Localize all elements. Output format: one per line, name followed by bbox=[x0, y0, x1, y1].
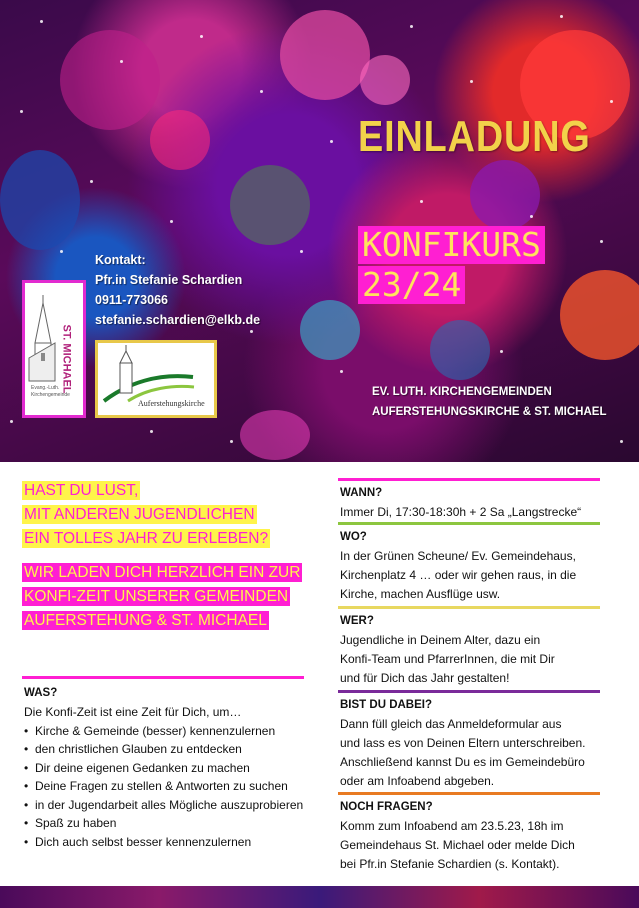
parish-names bbox=[372, 382, 606, 422]
invite-line: KONFI-ZEIT UNSERER GEMEINDEN bbox=[24, 588, 289, 605]
section-divider bbox=[338, 478, 600, 481]
parish-line: AUFERSTEHUNGSKIRCHE & ST. MICHAEL bbox=[372, 406, 607, 418]
dabei-text: oder am Infoabend abgeben. bbox=[340, 774, 495, 788]
auferstehungskirche-logo bbox=[95, 340, 217, 418]
snowflake bbox=[260, 90, 263, 93]
contact-email: stefanie.schardien@elkb.de bbox=[95, 313, 261, 327]
wer-section bbox=[338, 606, 600, 688]
st-michael-logo bbox=[22, 280, 86, 418]
bokeh-light bbox=[0, 150, 80, 250]
snowflake bbox=[120, 60, 123, 63]
wer-heading: WER? bbox=[340, 615, 374, 627]
snowflake bbox=[500, 350, 503, 353]
snowflake bbox=[200, 35, 203, 38]
was-intro: Die Konfi-Zeit ist eine Zeit für Dich, um… bbox=[24, 705, 242, 719]
list-item: • Kirche & Gemeinde (besser) kennenzulernen bbox=[24, 722, 304, 741]
dabei-text: Anschließend kannst Du es im Gemeindebüro bbox=[340, 755, 585, 769]
dabei-heading: BIST DU DABEI? bbox=[340, 699, 432, 711]
bokeh-light bbox=[240, 410, 310, 460]
bokeh-light bbox=[150, 110, 210, 170]
parish-line: EV. LUTH. KIRCHENGEMEINDEN bbox=[372, 386, 552, 398]
snowflake bbox=[330, 140, 333, 143]
course-year: 23/24 bbox=[358, 266, 465, 304]
snowflake bbox=[470, 80, 473, 83]
section-divider bbox=[338, 522, 600, 525]
contact-block bbox=[95, 250, 260, 330]
logo-small-text: Kirchengemeinde bbox=[31, 392, 70, 398]
wann-heading: WANN? bbox=[340, 487, 383, 499]
snowflake bbox=[10, 420, 13, 423]
contact-phone: 0911-773066 bbox=[95, 293, 168, 307]
intro-block bbox=[22, 480, 322, 634]
bokeh-light bbox=[360, 55, 410, 105]
dabei-text: und lass es von Deinen Eltern unterschreiben. bbox=[340, 736, 586, 750]
wo-text: Kirchenplatz 4 … oder wir gehen raus, in die bbox=[340, 568, 577, 582]
snowflake bbox=[150, 430, 153, 433]
list-item: • Dich auch selbst besser kennenzulernen bbox=[24, 833, 304, 852]
bokeh-light bbox=[280, 10, 370, 100]
fragen-section bbox=[338, 792, 600, 874]
list-item: • den christlichen Glauben zu entdecken bbox=[24, 740, 304, 759]
wann-section bbox=[338, 478, 600, 522]
logo-small-text: Evang.-Luth. bbox=[31, 385, 60, 391]
snowflake bbox=[340, 370, 343, 373]
list-item: • Deine Fragen zu stellen & Antworten zu suchen bbox=[24, 777, 304, 796]
snowflake bbox=[250, 330, 253, 333]
logo-text: Auferstehungskirche bbox=[138, 399, 205, 408]
bokeh-light bbox=[560, 270, 639, 360]
wo-heading: WO? bbox=[340, 531, 367, 543]
bottom-decoration-strip bbox=[0, 886, 639, 908]
course-title: KONFIKURS bbox=[358, 226, 545, 264]
snowflake bbox=[90, 180, 93, 183]
list-item: • Dir deine eigenen Gedanken zu machen bbox=[24, 759, 304, 778]
was-list bbox=[22, 722, 304, 852]
was-heading: WAS? bbox=[24, 687, 58, 699]
invite-line: WIR LADEN DICH HERZLICH EIN ZUR bbox=[24, 564, 301, 581]
fragen-text: Komm zum Infoabend am 23.5.23, 18h im bbox=[340, 819, 564, 833]
list-item: • in der Jugendarbeit alles Mögliche auszuprobieren bbox=[24, 796, 304, 815]
section-divider bbox=[338, 606, 600, 609]
contact-label: Kontakt: bbox=[95, 253, 146, 267]
snowflake bbox=[560, 15, 563, 18]
wo-section bbox=[338, 522, 600, 604]
dabei-text: Dann füll gleich das Anmeldeformular aus bbox=[340, 717, 562, 731]
fragen-heading: NOCH FRAGEN? bbox=[340, 801, 433, 813]
bokeh-light bbox=[470, 160, 540, 230]
snowflake bbox=[410, 25, 413, 28]
snowflake bbox=[40, 20, 43, 23]
bokeh-light bbox=[430, 320, 490, 380]
wann-text: Immer Di, 17:30-18:30h + 2 Sa „Langstrecke“ bbox=[340, 505, 582, 519]
invitation-title: EINLADUNG bbox=[358, 112, 591, 161]
contact-name: Pfr.in Stefanie Schardien bbox=[95, 273, 243, 287]
list-item: • Spaß zu haben bbox=[24, 814, 304, 833]
bokeh-light bbox=[230, 165, 310, 245]
section-divider bbox=[338, 690, 600, 693]
logo-vertical-text: ST. MICHAEL bbox=[60, 324, 73, 394]
dabei-section bbox=[338, 690, 600, 791]
intro-question-line: MIT ANDEREN JUGENDLICHEN bbox=[24, 506, 255, 523]
snowflake bbox=[300, 250, 303, 253]
invite-line: AUFERSTEHUNG & ST. MICHAEL bbox=[24, 612, 267, 629]
snowflake bbox=[60, 250, 63, 253]
snowflake bbox=[620, 440, 623, 443]
bokeh-light bbox=[300, 300, 360, 360]
wer-text: Jugendliche in Deinem Alter, dazu ein bbox=[340, 633, 541, 647]
fragen-text: Gemeindehaus St. Michael oder melde Dich bbox=[340, 838, 575, 852]
snowflake bbox=[230, 440, 233, 443]
snowflake bbox=[610, 100, 613, 103]
bokeh-light bbox=[60, 30, 160, 130]
wo-text: Kirche, machen Ausflüge usw. bbox=[340, 587, 501, 601]
snowflake bbox=[420, 200, 423, 203]
snowflake bbox=[530, 215, 533, 218]
snowflake bbox=[600, 240, 603, 243]
wo-text: In der Grünen Scheune/ Ev. Gemeindehaus, bbox=[340, 549, 576, 563]
wer-text: und für Dich das Jahr gestalten! bbox=[340, 671, 510, 685]
section-divider bbox=[22, 676, 304, 679]
snowflake bbox=[170, 220, 173, 223]
was-section bbox=[22, 676, 304, 851]
section-divider bbox=[338, 792, 600, 795]
intro-question-line: EIN TOLLES JAHR ZU ERLEBEN? bbox=[24, 530, 269, 547]
wer-text: Konfi-Team und PfarrerInnen, die mit Dir bbox=[340, 652, 555, 666]
intro-question-line: HAST DU LUST, bbox=[24, 482, 139, 499]
snowflake bbox=[20, 110, 23, 113]
fragen-text: bei Pfr.in Stefanie Schardien (s. Kontakt). bbox=[340, 857, 560, 871]
